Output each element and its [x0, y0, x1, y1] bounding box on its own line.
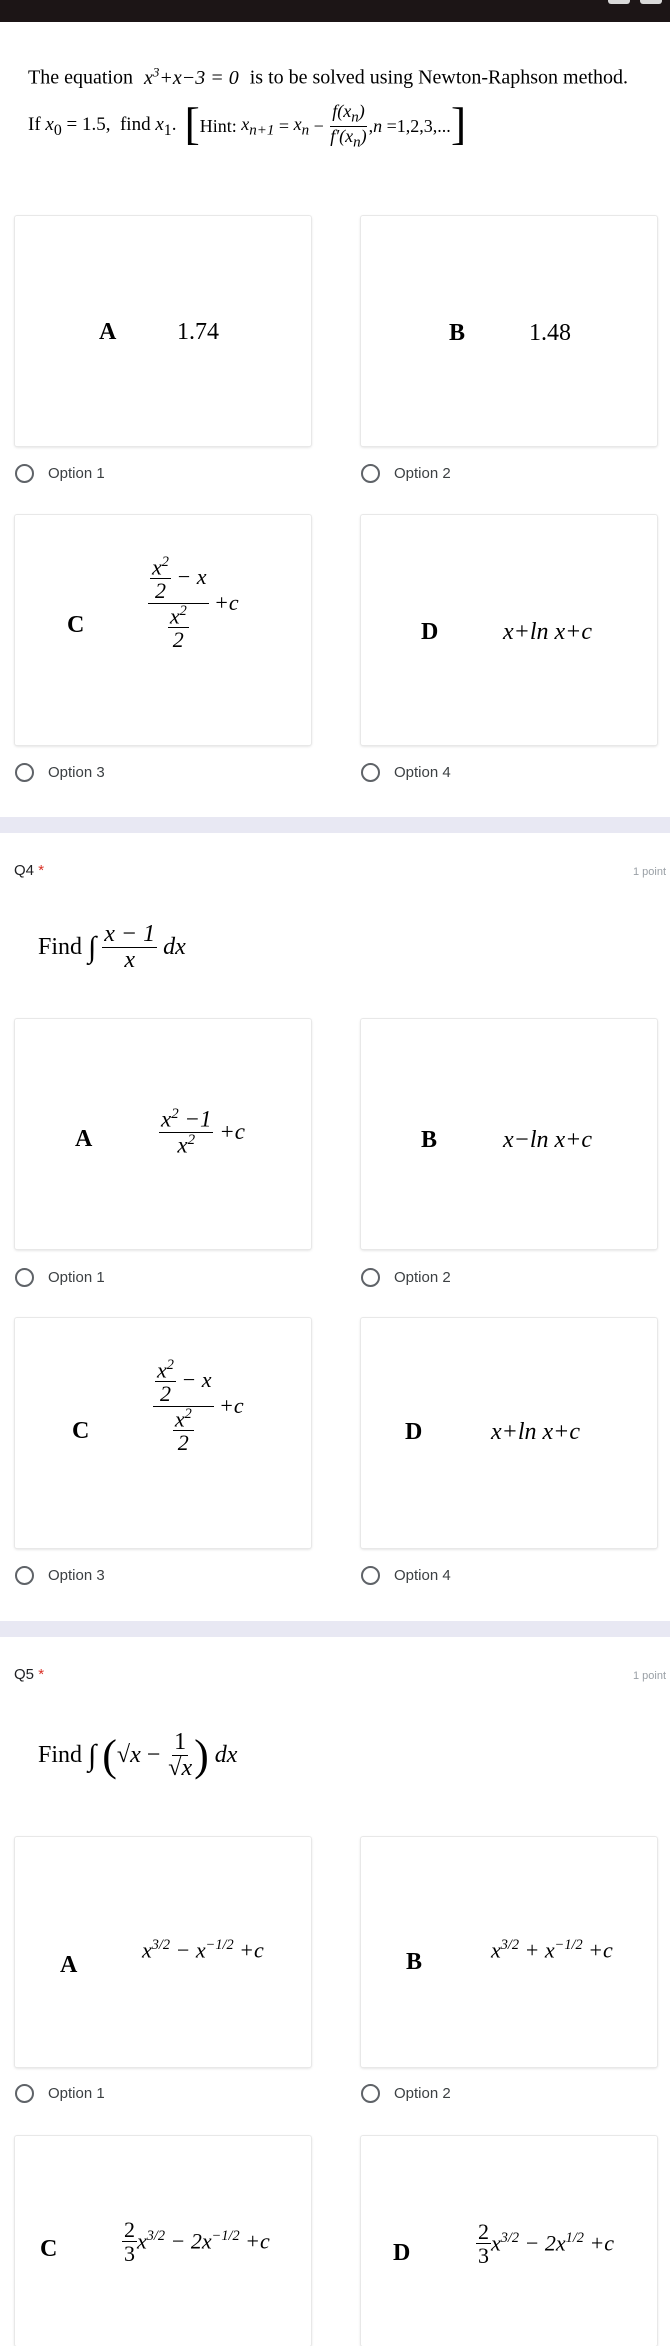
q3-question-line2: If $x_0 = 1.5$, find $x_1$. [ Hint: $x_{n+1}$ = $x_n$ − $\frac{f(x_n)}{f'(x_n)}$ , n =1,2,3,... ]	[28, 97, 467, 151]
option-label: Option 4	[394, 763, 451, 781]
card-expression: $x^{3/2} - x^{-1/2} +c$	[142, 1937, 264, 1963]
radio-button[interactable]	[361, 2084, 380, 2103]
q4-card-d[interactable]	[361, 1318, 657, 1548]
card-label: C	[67, 612, 85, 638]
card-label: B	[449, 320, 466, 346]
card-label: D	[421, 619, 439, 645]
q3-card-d[interactable]	[361, 515, 657, 745]
radio-button[interactable]	[15, 464, 34, 483]
q5-card-d[interactable]	[361, 2136, 657, 2346]
radio-button[interactable]	[361, 1268, 380, 1287]
q3-hint: Hint: $x_{n+1}$ = $x_n$ − $\frac{f(x_n)}{f'(x_n)}$ , n =1,2,3,...	[199, 101, 451, 151]
q5-points: 1 point	[632, 1670, 666, 1682]
q3-option-2[interactable]	[361, 462, 451, 484]
section-divider	[0, 817, 670, 833]
card-label: B	[406, 1949, 423, 1975]
card-expression: 1.74	[177, 319, 219, 345]
q3-suffix: is to be solved using Newton-Raphson method.	[249, 66, 629, 89]
card-expression: x−ln x+c	[503, 1127, 593, 1153]
card-expression: x+ln x+c	[491, 1419, 581, 1445]
card-label: C	[40, 2236, 58, 2262]
required-asterisk: *	[38, 862, 45, 879]
required-asterisk: *	[38, 1666, 45, 1683]
q4-points: 1 point	[632, 866, 666, 878]
q4-card-c[interactable]	[15, 1318, 311, 1548]
card-label: D	[405, 1419, 423, 1445]
q5-question: Find ∫ ( √x − $\frac{1}{√x}$ ) dx	[38, 1729, 238, 1782]
option-label: Option 2	[394, 1268, 451, 1286]
option-label: Option 2	[394, 464, 451, 482]
card-expression: x+ln x+c	[503, 619, 593, 645]
section-divider	[0, 1621, 670, 1637]
radio-button[interactable]	[15, 1566, 34, 1585]
q5-card-b[interactable]	[361, 1837, 657, 2067]
card-label: A	[99, 319, 117, 345]
option-label: Option 3	[48, 1566, 105, 1584]
q5-card-a[interactable]	[15, 1837, 311, 2067]
card-expression: $\frac{2}{3}$ $x^{3/2} - 2x^{1/2} +c$	[478, 2219, 615, 2269]
q3-card-c[interactable]	[15, 515, 311, 745]
option-label: Option 1	[48, 1268, 105, 1286]
card-expression: $\frac{2}{3}$ $x^{3/2} - 2x^{-1/2} +c$	[124, 2217, 270, 2267]
card-expression: $\frac{x^2 -1}{x^2}$ +c	[161, 1106, 245, 1158]
card-label: A	[60, 1952, 78, 1978]
q3-card-a[interactable]	[15, 216, 311, 446]
q4-option-2[interactable]	[361, 1266, 451, 1288]
radio-button[interactable]	[15, 763, 34, 782]
q5-option-1[interactable]	[15, 2082, 105, 2104]
q4-option-3[interactable]	[15, 1564, 105, 1586]
q3-equation: $x^3+x-3 = 0$	[143, 64, 239, 89]
q3-option-3[interactable]	[15, 761, 105, 783]
option-label: Option 4	[394, 1566, 451, 1584]
q4-card-b[interactable]	[361, 1019, 657, 1249]
option-label: Option 1	[48, 2084, 105, 2102]
status-bar	[0, 0, 670, 22]
radio-button[interactable]	[15, 1268, 34, 1287]
option-label: Option 2	[394, 2084, 451, 2102]
q4-card-a[interactable]	[15, 1019, 311, 1249]
q4-option-1[interactable]	[15, 1266, 105, 1288]
status-icons	[608, 0, 662, 6]
radio-button[interactable]	[361, 1566, 380, 1585]
radio-button[interactable]	[361, 763, 380, 782]
q3-question-line1	[28, 64, 628, 90]
card-label: B	[421, 1127, 438, 1153]
radio-button[interactable]	[15, 2084, 34, 2103]
q5-title: Q5 *	[14, 1666, 45, 1683]
card-label: D	[393, 2240, 411, 2266]
q5-card-c[interactable]	[15, 2136, 311, 2346]
q4-question: Find ∫ $\frac{x - 1}{x}$ dx	[38, 921, 186, 974]
radio-button[interactable]	[361, 464, 380, 483]
q3-prefix: The equation	[28, 66, 133, 89]
q4-option-4[interactable]	[361, 1564, 451, 1586]
card-label: A	[75, 1126, 93, 1152]
q4-title: Q4 *	[14, 862, 45, 879]
card-expression: $x^{3/2} + x^{-1/2} +c$	[491, 1937, 613, 1963]
card-expression: $\frac{x^2}{2}$ − x $\frac{x^2}{2}$ +c	[153, 1358, 244, 1454]
q3-option-1[interactable]	[15, 462, 105, 484]
option-label: Option 1	[48, 464, 105, 482]
q5-option-2[interactable]	[361, 2082, 451, 2104]
q3-card-b[interactable]	[361, 216, 657, 446]
q3-option-4[interactable]	[361, 761, 451, 783]
q3-given: If $x_0 = 1.5$, find $x_1$.	[28, 113, 177, 139]
card-expression: $\frac{x^2}{2}$ − x $\frac{x^2}{2}$ +c	[148, 555, 239, 651]
card-label: C	[72, 1418, 90, 1444]
card-expression: 1.48	[529, 320, 571, 346]
option-label: Option 3	[48, 763, 105, 781]
q3-question	[0, 60, 670, 180]
